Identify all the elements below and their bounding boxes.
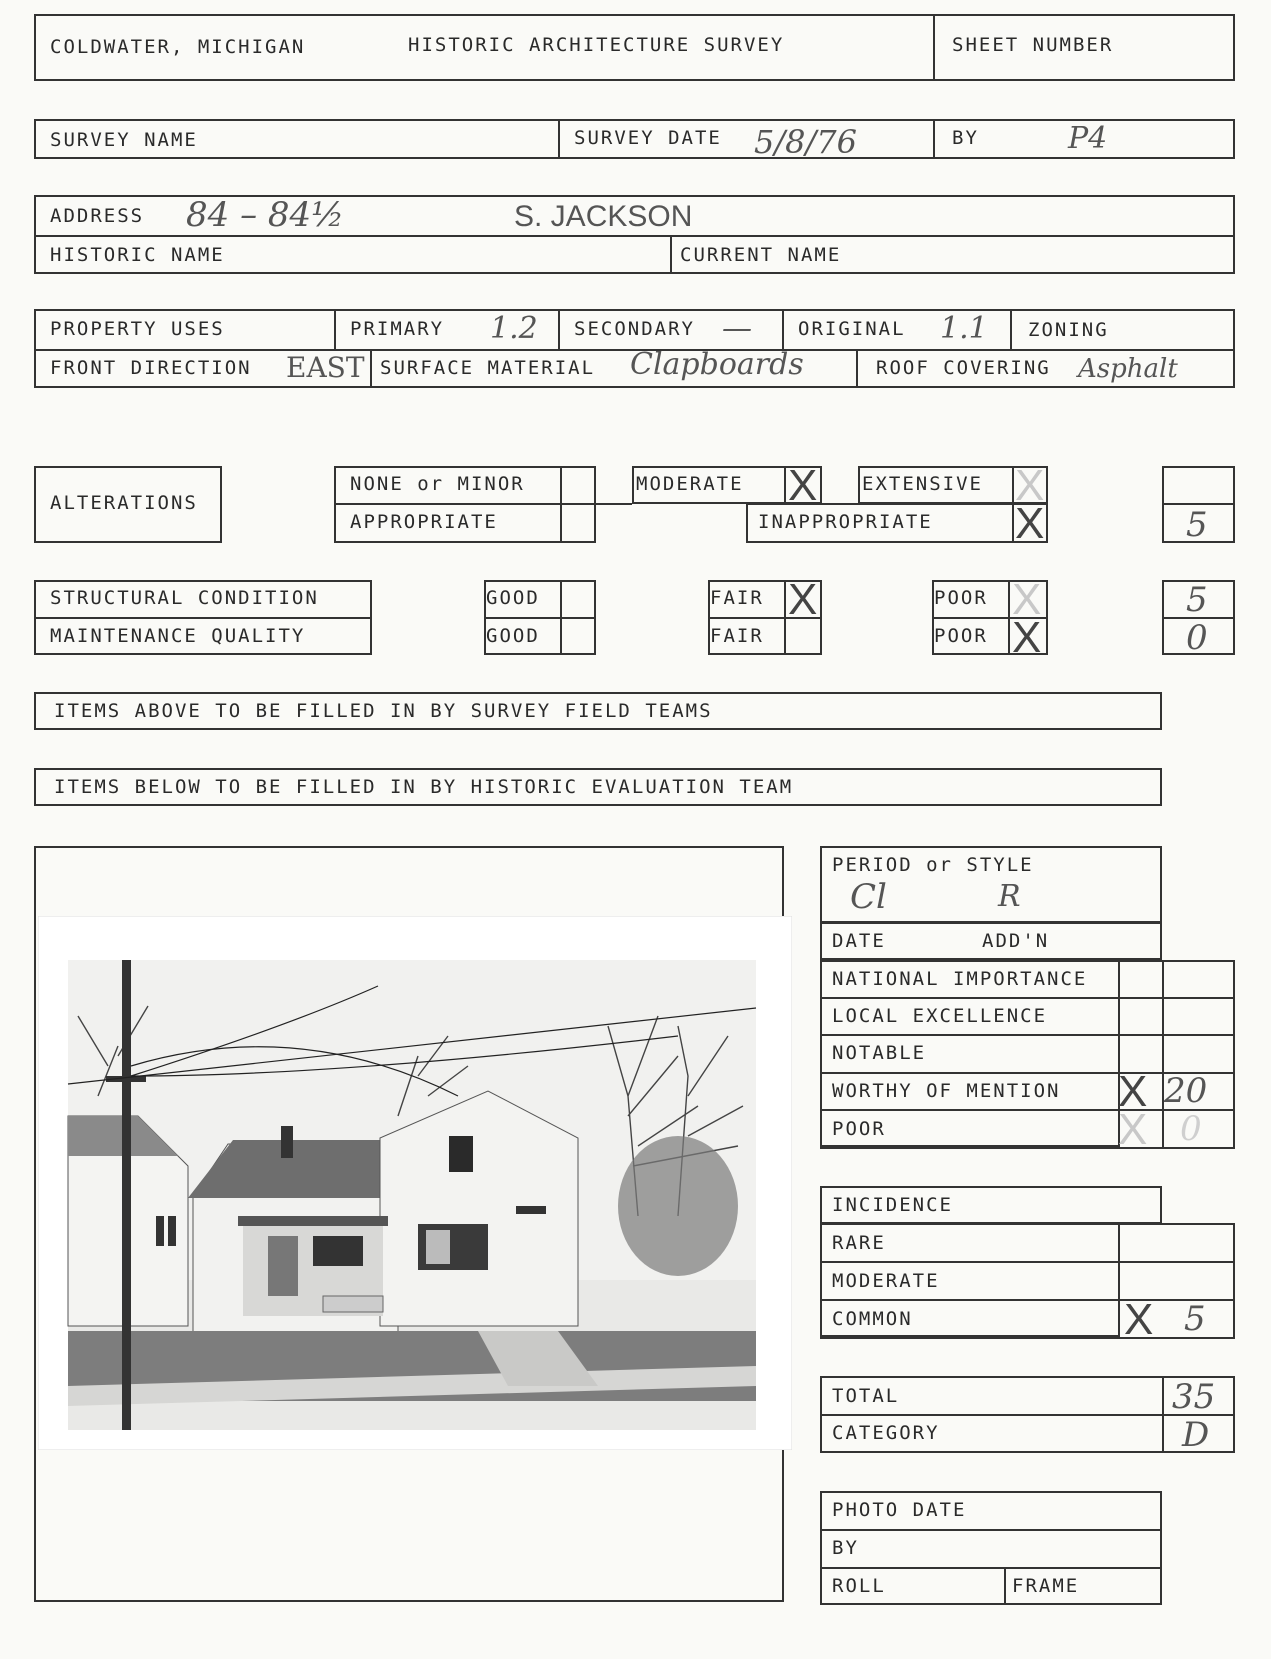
note-below: ITEMS BELOW TO BE FILLED IN BY HISTORIC EVALUATION TEAM <box>54 776 794 798</box>
primary-value: 1.2 <box>490 311 538 346</box>
surface-material-label: SURFACE MATERIAL <box>380 357 596 379</box>
surface-material-value: Clapboards <box>630 347 804 382</box>
alterations-label: ALTERATIONS <box>50 492 198 514</box>
frame-label: FRAME <box>1012 1575 1080 1597</box>
poor-score: 0 <box>1180 1109 1202 1149</box>
inappropriate-option: INAPPROPRIATE <box>758 511 933 533</box>
historic-name-label: HISTORIC NAME <box>50 244 225 266</box>
original-value: 1.1 <box>940 311 988 346</box>
survey-name-label: SURVEY NAME <box>50 129 198 151</box>
sheet-number-label: SHEET NUMBER <box>952 34 1114 56</box>
extensive-mark: X <box>1015 461 1045 510</box>
poor-mark: X <box>1118 1105 1148 1154</box>
note-above: ITEMS ABOVE TO BE FILLED IN BY SURVEY FIELD TEAMS <box>54 700 713 722</box>
current-name-label: CURRENT NAME <box>680 244 842 266</box>
total-label: TOTAL <box>832 1385 900 1407</box>
worthy-score: 20 <box>1164 1071 1208 1111</box>
common-score: 5 <box>1184 1299 1206 1339</box>
appropriate-option: APPROPRIATE <box>350 511 498 533</box>
extensive-option: EXTENSIVE <box>862 473 983 495</box>
maintenance-score: 0 <box>1186 618 1208 658</box>
photo-date-label: PHOTO DATE <box>832 1499 967 1521</box>
moderate-mark: X <box>788 461 818 510</box>
total-value: 35 <box>1172 1377 1216 1417</box>
eval-addn-label: ADD'N <box>982 930 1050 952</box>
worthy-mark: X <box>1118 1067 1148 1116</box>
period-value-2: R <box>998 879 1021 914</box>
survey-date-label: SURVEY DATE <box>574 127 722 149</box>
maintenance-fair: FAIR <box>710 625 764 647</box>
moderate-option: MODERATE <box>636 473 744 495</box>
structural-score: 5 <box>1186 580 1208 620</box>
roof-covering-value: Asphalt <box>1078 354 1178 384</box>
structural-poor: POOR <box>934 587 988 609</box>
roll-label: ROLL <box>832 1575 886 1597</box>
structural-good: GOOD <box>486 587 540 609</box>
eval-poor: POOR <box>832 1118 886 1140</box>
none-minor-option: NONE or MINOR <box>350 473 525 495</box>
eval-date-label: DATE <box>832 930 886 952</box>
front-direction-value: EAST <box>286 351 365 384</box>
incidence-moderate: MODERATE <box>832 1270 940 1292</box>
maintenance-poor-mark: X <box>1012 613 1042 662</box>
inappropriate-mark: X <box>1015 499 1045 548</box>
front-direction-label: FRONT DIRECTION <box>50 357 252 379</box>
maintenance-poor: POOR <box>934 625 988 647</box>
survey-date-value: 5/8/76 <box>754 123 857 161</box>
rare: RARE <box>832 1232 886 1254</box>
notable: NOTABLE <box>832 1042 927 1064</box>
common-mark: X <box>1124 1295 1154 1344</box>
common: COMMON <box>832 1308 913 1330</box>
survey-title: HISTORIC ARCHITECTURE SURVEY <box>408 34 785 56</box>
house-photo <box>38 916 792 1450</box>
photo-by-label: BY <box>832 1537 859 1559</box>
structural-fair: FAIR <box>710 587 764 609</box>
address-street: S. JACKSON <box>514 200 693 233</box>
property-uses-label: PROPERTY USES <box>50 318 225 340</box>
city-label: COLDWATER, MICHIGAN <box>50 36 306 58</box>
category-value: D <box>1182 1415 1210 1455</box>
alterations-score: 5 <box>1186 505 1208 545</box>
period-style-label: PERIOD or STYLE <box>832 854 1034 876</box>
secondary-label: SECONDARY <box>574 318 695 340</box>
secondary-value: — <box>722 311 752 346</box>
zoning-label: ZONING <box>1028 319 1109 341</box>
incidence-label: INCIDENCE <box>832 1194 953 1216</box>
local-excellence: LOCAL EXCELLENCE <box>832 1005 1048 1027</box>
address-number: 84 – 84½ <box>186 195 345 235</box>
maintenance-quality-label: MAINTENANCE QUALITY <box>50 625 306 647</box>
category-label: CATEGORY <box>832 1422 940 1444</box>
original-label: ORIGINAL <box>798 318 906 340</box>
national-importance: NATIONAL IMPORTANCE <box>832 968 1088 990</box>
primary-label: PRIMARY <box>350 318 445 340</box>
worthy-of-mention: WORTHY OF MENTION <box>832 1080 1061 1102</box>
survey-by-label: BY <box>952 127 979 149</box>
maintenance-good: GOOD <box>486 625 540 647</box>
structural-fair-mark: X <box>788 575 818 624</box>
period-value-1: Cl <box>850 877 887 917</box>
structural-poor-mark: X <box>1012 575 1042 624</box>
address-label: ADDRESS <box>50 205 145 227</box>
survey-by-value: P4 <box>1068 121 1108 156</box>
structural-condition-label: STRUCTURAL CONDITION <box>50 587 319 609</box>
roof-covering-label: ROOF COVERING <box>876 357 1051 379</box>
